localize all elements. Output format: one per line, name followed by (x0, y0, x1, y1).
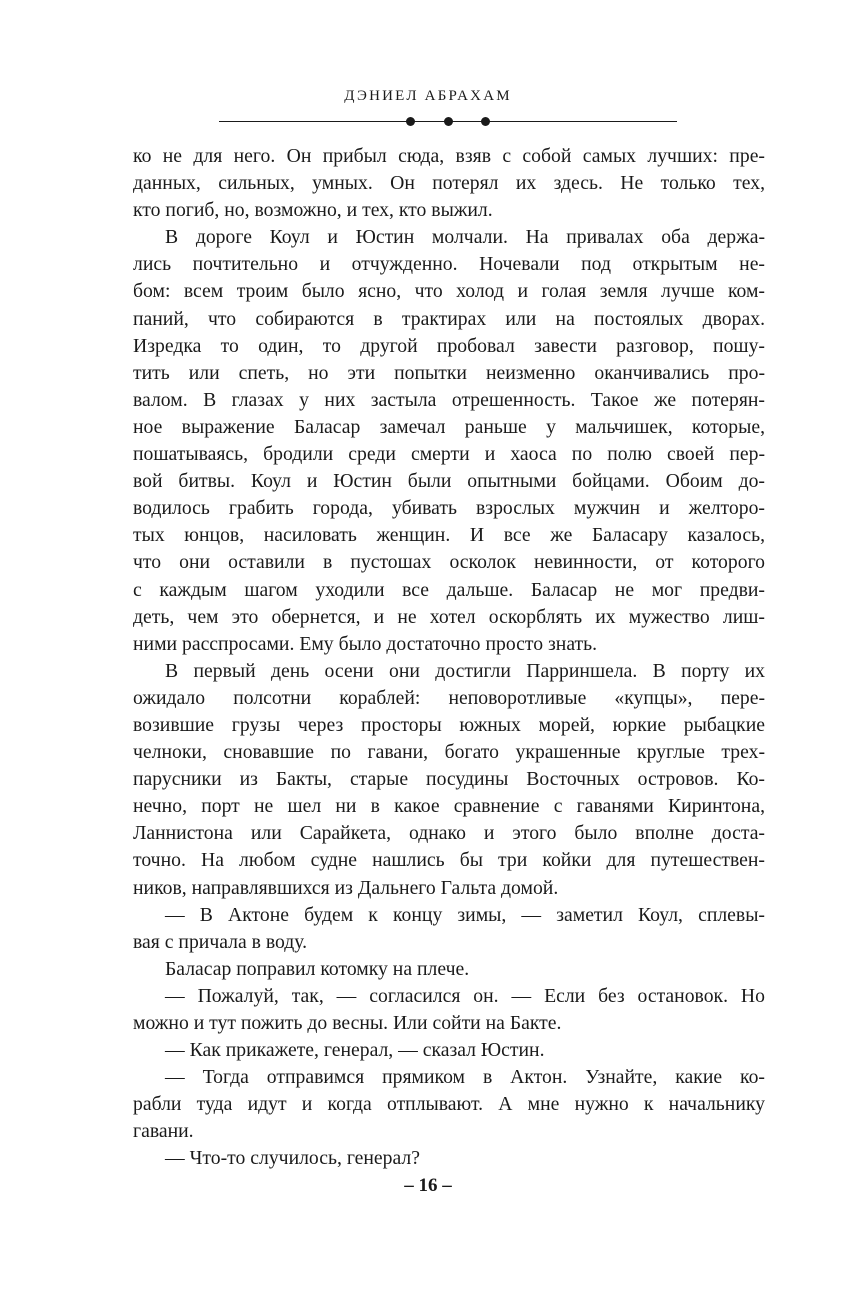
text-line: тить или спеть, но эти попытки неизменно оканчивались про- (133, 361, 765, 384)
text-line: ними расспросами. Ему было достаточно просто знать. (133, 632, 598, 655)
text-line: Баласар поправил котомку на плече. (165, 957, 470, 980)
text-line: лись почтительно и отчужденно. Ночевали под открытым не- (133, 253, 765, 276)
text-line: можно и тут пожить до весны. Или сойти на Бакте. (133, 1012, 562, 1034)
text-line: данных, сильных, умных. Он потерял их здесь. Не только тех, (133, 172, 765, 195)
text-line: бом: всем троим было ясно, что холод и голая земля лучше ком- (133, 280, 765, 303)
text-line: что они оставили в пустошах осколок невинности, от которого (133, 551, 765, 574)
text-line: точно. На любом судне нашлись бы три койки для путешествен- (133, 849, 765, 872)
text-line: — Пожалуй, так, — согласился он. — Если без остановок. Но (165, 984, 765, 1007)
text-line: вой битвы. Коул и Юстин были опытными бойцами. Обоим до- (133, 470, 765, 493)
ornament-dot (406, 117, 415, 126)
text-line: кто погиб, но, возможно, и тех, кто выжил. (133, 199, 493, 222)
text-line: — Как прикажете, генерал, — сказал Юстин. (165, 1039, 545, 1062)
text-line: Ланнистона или Сарайкета, однако и этого было вполне доста- (133, 822, 765, 845)
text-line: гавани. (133, 1120, 194, 1143)
text-line: парусники из Бакты, старые посудины Восточных островов. Ко- (133, 768, 765, 791)
text-line: рабли туда идут и когда отплывают. А мне нужно к начальнику (133, 1093, 765, 1116)
text-line: — В Актоне будем к концу зимы, — заметил Коул, сплевы- (165, 903, 765, 926)
text-line: водилось грабить города, убивать взрослых мужчин и желторо- (133, 497, 765, 520)
text-line: нечно, порт не шел ни в какое сравнение с гаванями Киринтона, (133, 795, 765, 818)
text-line: пошатываясь, бродили среди смерти и хаоса по полю своей пер- (133, 443, 765, 466)
text-line: паний, что собираются в трактирах или на постоялых дворах. (133, 307, 765, 330)
ornament-dot (481, 117, 490, 126)
text-line: ко не для него. Он прибыл сюда, взяв с собой самых лучших: пре- (133, 145, 765, 167)
header-ornament (404, 117, 492, 127)
text-line: В дороге Коул и Юстин молчали. На привалах оба держа- (165, 226, 765, 249)
text-line: ное выражение Баласар замечал раньше у мальчишек, которые, (133, 415, 765, 438)
text-line: вая с причала в воду. (133, 930, 308, 953)
text-line: ожидало полсотни кораблей: неповоротливые «купцы», пере- (133, 686, 765, 709)
text-line: Изредка то один, то другой пробовал завести разговор, пошу- (133, 334, 765, 357)
running-header-author: ДЭНИЕЛ АБРАХАМ (344, 88, 512, 104)
text-line: деть, чем это обернется, и не хотел оскорблять их мужество лиш- (133, 605, 765, 628)
page-number: – 16 – (404, 1175, 452, 1196)
text-line: возившие грузы через просторы южных морей, юркие рыбацкие (133, 713, 765, 736)
text-line: челноки, сновавшие по гавани, богато украшенные круглые трех- (133, 741, 765, 764)
text-line: — Тогда отправимся прямиком в Актон. Узнайте, какие ко- (165, 1066, 765, 1089)
text-line: В первый день осени они достигли Парриншела. В порту их (165, 659, 765, 682)
text-line: валом. В глазах у них застыла отрешенность. Такое же потерян- (133, 388, 765, 411)
ornament-dot (444, 117, 453, 126)
text-line: с каждым шагом уходили все дальше. Баласар не мог предви- (133, 578, 765, 601)
text-line: — Что-то случилось, генерал? (165, 1147, 420, 1170)
text-line: ников, направлявшихся из Дальнего Гальта домой. (133, 876, 559, 899)
text-line: тых юнцов, насиловать женщин. И все же Баласару казалось, (133, 524, 765, 547)
body-text (133, 143, 765, 1173)
